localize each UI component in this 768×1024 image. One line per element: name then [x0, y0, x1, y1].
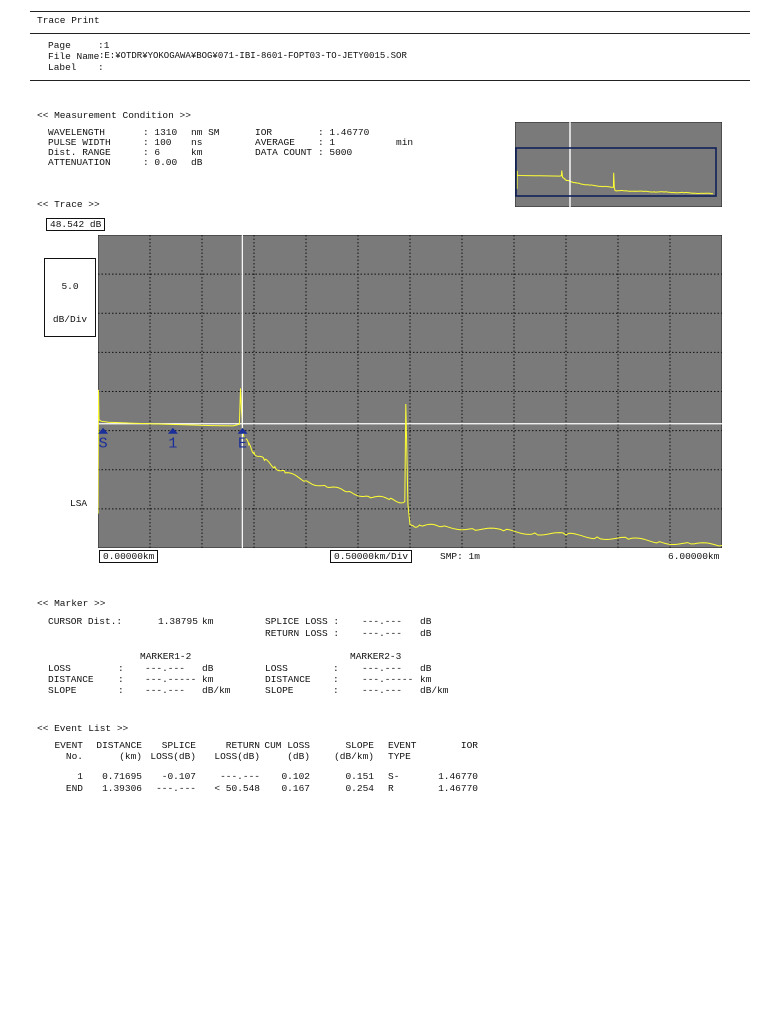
event-cell: 1.46770 [438, 783, 478, 794]
marker12-title: MARKER1-2 [140, 651, 192, 662]
event-cell: 1 [77, 771, 83, 782]
measurement-v-0: : 1310 [143, 127, 178, 138]
event-cell: ---.--- [156, 783, 196, 794]
top-rule [30, 11, 750, 12]
marker-v2-2: ---.--- [362, 685, 402, 696]
measurement-v2-2: : 5000 [318, 147, 353, 158]
event-subheader: (dB/km) [334, 751, 374, 762]
label-value: : [98, 62, 104, 73]
title-rule [30, 33, 750, 34]
measurement-v2-0: : 1.46770 [318, 127, 370, 138]
scale-readout [44, 258, 96, 337]
marker-colon: : [118, 674, 124, 685]
marker23-title: MARKER2-3 [350, 651, 402, 662]
event-cell: 1.39306 [102, 783, 142, 794]
page-title: Trace Print [37, 15, 100, 26]
splice-loss-unit: dB [420, 616, 432, 627]
top-level-readout: 48.542 dB [46, 218, 105, 231]
marker-u-1: km [202, 674, 214, 685]
sampling-label: SMP: 1m [440, 551, 480, 562]
marker-u2-0: dB [420, 663, 432, 674]
cursor-dist-unit: km [202, 616, 214, 627]
scale-value: 5.0 [61, 281, 79, 292]
event-cell: END [65, 783, 83, 794]
marker-k-1: DISTANCE [48, 674, 94, 685]
marker-colon: : [333, 674, 339, 685]
scale-unit: dB/Div [52, 314, 88, 325]
event-cell: -0.107 [161, 771, 196, 782]
cursor-dist-value: 1.38795 [158, 616, 198, 627]
event-header: DISTANCE [96, 740, 142, 751]
event-cell: 0.151 [345, 771, 374, 782]
event-header: SPLICE [161, 740, 196, 751]
file-label: File Name [48, 51, 100, 62]
measurement-heading: << Measurement Condition >> [37, 110, 191, 121]
event-cell: 1.46770 [438, 771, 478, 782]
marker-v-2: ---.--- [145, 685, 185, 696]
marker-colon: : [118, 685, 124, 696]
marker-colon: : [118, 663, 124, 674]
measurement-k-2: Dist. RANGE [48, 147, 111, 158]
event-header: IOR [460, 740, 478, 751]
measurement-u-3: dB [191, 157, 203, 168]
marker-colon: : [333, 685, 339, 696]
event-subheader: No. [65, 751, 83, 762]
measurement-k2-0: IOR [255, 127, 273, 138]
measurement-k2-1: AVERAGE [255, 137, 295, 148]
marker-label: S [98, 435, 108, 453]
event-cell: 0.167 [281, 783, 310, 794]
marker-k2-2: SLOPE [265, 685, 294, 696]
otdr-trace-chart [98, 235, 722, 548]
event-cell: 0.102 [281, 771, 310, 782]
marker-v2-1: ---.----- [362, 674, 414, 685]
page-label: Page [48, 40, 71, 51]
cursor-dist-label: CURSOR Dist.: [48, 616, 123, 627]
x-start-label: 0.00000km [99, 550, 158, 563]
measurement-k-3: ATTENUATION [48, 157, 111, 168]
measurement-u-0: nm SM [191, 127, 220, 138]
measurement-v-1: : 100 [143, 137, 172, 148]
marker-u-0: dB [202, 663, 214, 674]
event-subheader: TYPE [388, 751, 411, 762]
splice-loss-value: ---.--- [362, 616, 402, 627]
event-list-heading: << Event List >> [37, 723, 129, 734]
measurement-u-1: ns [191, 137, 203, 148]
lsa-label: LSA [70, 498, 88, 509]
marker-v-1: ---.----- [145, 674, 197, 685]
event-header: CUM LOSS [264, 740, 310, 751]
marker-u2-2: dB/km [420, 685, 449, 696]
return-loss-value: ---.--- [362, 628, 402, 639]
event-header: EVENT [388, 740, 417, 751]
event-header: EVENT [54, 740, 83, 751]
event-cell: 0.254 [345, 783, 374, 794]
marker-u2-1: km [420, 674, 432, 685]
x-division-label: 0.50000km/Div [330, 550, 412, 563]
marker-k2-1: DISTANCE [265, 674, 311, 685]
marker-label: 1 [168, 435, 178, 453]
event-cell: ---.--- [220, 771, 260, 782]
event-cell: R [388, 783, 394, 794]
measurement-u-2: km [191, 147, 203, 158]
marker-v2-0: ---.--- [362, 663, 402, 674]
measurement-v-3: : 0.00 [143, 157, 178, 168]
measurement-k-1: PULSE WIDTH [48, 137, 111, 148]
measurement-k2-2: DATA COUNT [255, 147, 313, 158]
marker-k-2: SLOPE [48, 685, 77, 696]
marker-v-0: ---.--- [145, 663, 185, 674]
splice-loss-label: SPLICE LOSS : [265, 616, 340, 627]
marker-heading: << Marker >> [37, 598, 106, 609]
event-subheader: LOSS(dB) [150, 751, 196, 762]
marker-k2-0: LOSS [265, 663, 288, 674]
return-loss-label: RETURN LOSS : [265, 628, 340, 639]
event-header: SLOPE [345, 740, 374, 751]
page-value: :1 [98, 40, 110, 51]
measurement-v-2: : 6 [143, 147, 161, 158]
trace-overview-inset [515, 122, 722, 207]
event-subheader: LOSS(dB) [214, 751, 260, 762]
measurement-u2-1: min [396, 137, 414, 148]
event-subheader: (dB) [287, 751, 310, 762]
event-subheader: (km) [119, 751, 142, 762]
return-loss-unit: dB [420, 628, 432, 639]
event-cell: S- [388, 771, 400, 782]
trace-heading: << Trace >> [37, 199, 100, 210]
marker-u-2: dB/km [202, 685, 231, 696]
event-cell: 0.71695 [102, 771, 142, 782]
marker-label: E [238, 435, 248, 453]
header-rule [30, 80, 750, 81]
measurement-v2-1: : 1 [318, 137, 336, 148]
file-value: :E:¥OTDR¥YOKOGAWA¥BOG¥071-IBI-8601-FOPT03-TO-JETY0015.SOR [99, 51, 407, 61]
event-header: RETURN [225, 740, 260, 751]
event-cell: < 50.548 [214, 783, 260, 794]
x-end-label: 6.00000km [668, 551, 720, 562]
label-label: Label [48, 62, 77, 73]
measurement-k-0: WAVELENGTH [48, 127, 106, 138]
marker-colon: : [333, 663, 339, 674]
marker-k-0: LOSS [48, 663, 71, 674]
